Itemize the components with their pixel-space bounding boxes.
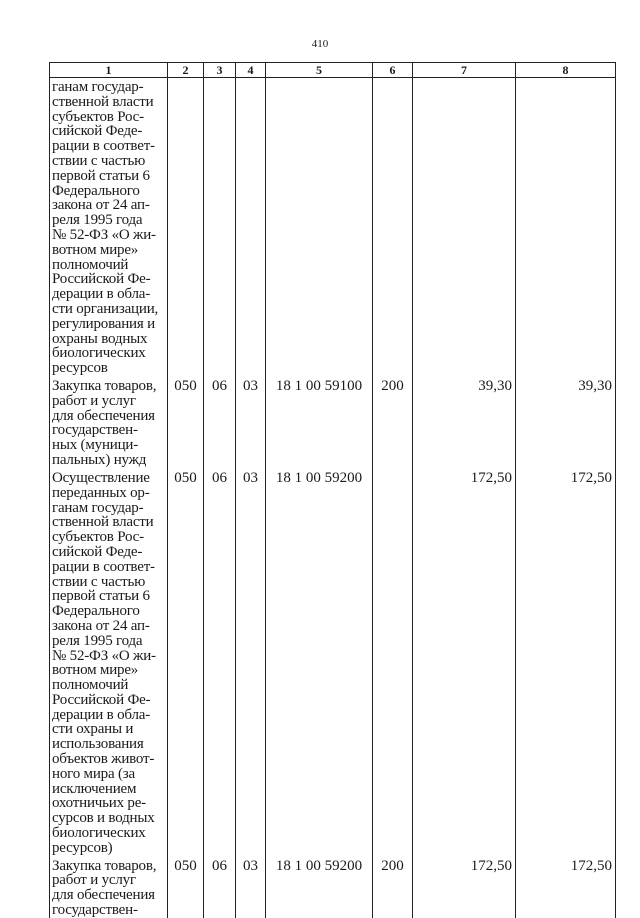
section-code: 06 <box>204 468 236 856</box>
column-header: 1 <box>50 63 168 78</box>
admin-code <box>168 78 204 376</box>
target-article: 18 1 00 59200 <box>266 856 373 918</box>
admin-code: 050 <box>168 468 204 856</box>
amount-col7: 39,30 <box>413 376 516 468</box>
row-description: ганам государ- ственной власти субъектов Рос- сийской Феде- рации в соответ- ствии с частью первой статьи 6 Федерального закона от 24 ап- реля 1995 года № 52-ФЗ «О жи- вотном мире» полномочий Российской Фе- дерации в обла- сти организации, регулирования и охраны водных биологических ресурсов <box>50 78 168 376</box>
expense-type <box>373 468 413 856</box>
table-row <box>50 376 616 468</box>
column-header: 4 <box>236 63 266 78</box>
table-row <box>50 78 616 376</box>
subsection-code: 03 <box>236 856 266 918</box>
subsection-code <box>236 78 266 376</box>
header-row <box>50 63 616 78</box>
column-header: 3 <box>204 63 236 78</box>
table-row <box>50 856 616 918</box>
section-code <box>204 78 236 376</box>
column-header: 8 <box>516 63 616 78</box>
expense-type: 200 <box>373 856 413 918</box>
column-header: 7 <box>413 63 516 78</box>
expense-type <box>373 78 413 376</box>
subsection-code: 03 <box>236 468 266 856</box>
subsection-code: 03 <box>236 376 266 468</box>
target-article: 18 1 00 59200 <box>266 468 373 856</box>
target-article: 18 1 00 59100 <box>266 376 373 468</box>
page-number: 410 <box>311 38 329 50</box>
column-header: 5 <box>266 63 373 78</box>
amount-col7: 172,50 <box>413 856 516 918</box>
admin-code: 050 <box>168 856 204 918</box>
row-description: Закупка товаров, работ и услуг для обеспечения государствен- ных (муници- пальных) нужд <box>50 376 168 468</box>
section-code: 06 <box>204 856 236 918</box>
admin-code: 050 <box>168 376 204 468</box>
amount-col8: 172,50 <box>516 856 616 918</box>
amount-col8 <box>516 78 616 376</box>
table-row <box>50 468 616 856</box>
amount-col7 <box>413 78 516 376</box>
amount-col8: 39,30 <box>516 376 616 468</box>
amount-col8: 172,50 <box>516 468 616 856</box>
column-header: 6 <box>373 63 413 78</box>
column-header: 2 <box>168 63 204 78</box>
section-code: 06 <box>204 376 236 468</box>
row-description: Осуществление переданных ор- ганам государ- ственной власти субъектов Рос- сийской Феде- рации в соответ- ствии с частью первой статьи 6 Федерального закона от 24 ап- реля 1995 года № 52-ФЗ «О жи- вотном мире» полномочий Российской Фе- дерации в обла- сти охраны и использования объектов живот- ного мира (за исключением охотничьих ре- сурсов и водных биологических ресурсов) <box>50 468 168 856</box>
target-article <box>266 78 373 376</box>
expense-type: 200 <box>373 376 413 468</box>
budget-table <box>49 62 616 918</box>
amount-col7: 172,50 <box>413 468 516 856</box>
row-description: Закупка товаров, работ и услуг для обеспечения государствен- <box>50 856 168 918</box>
